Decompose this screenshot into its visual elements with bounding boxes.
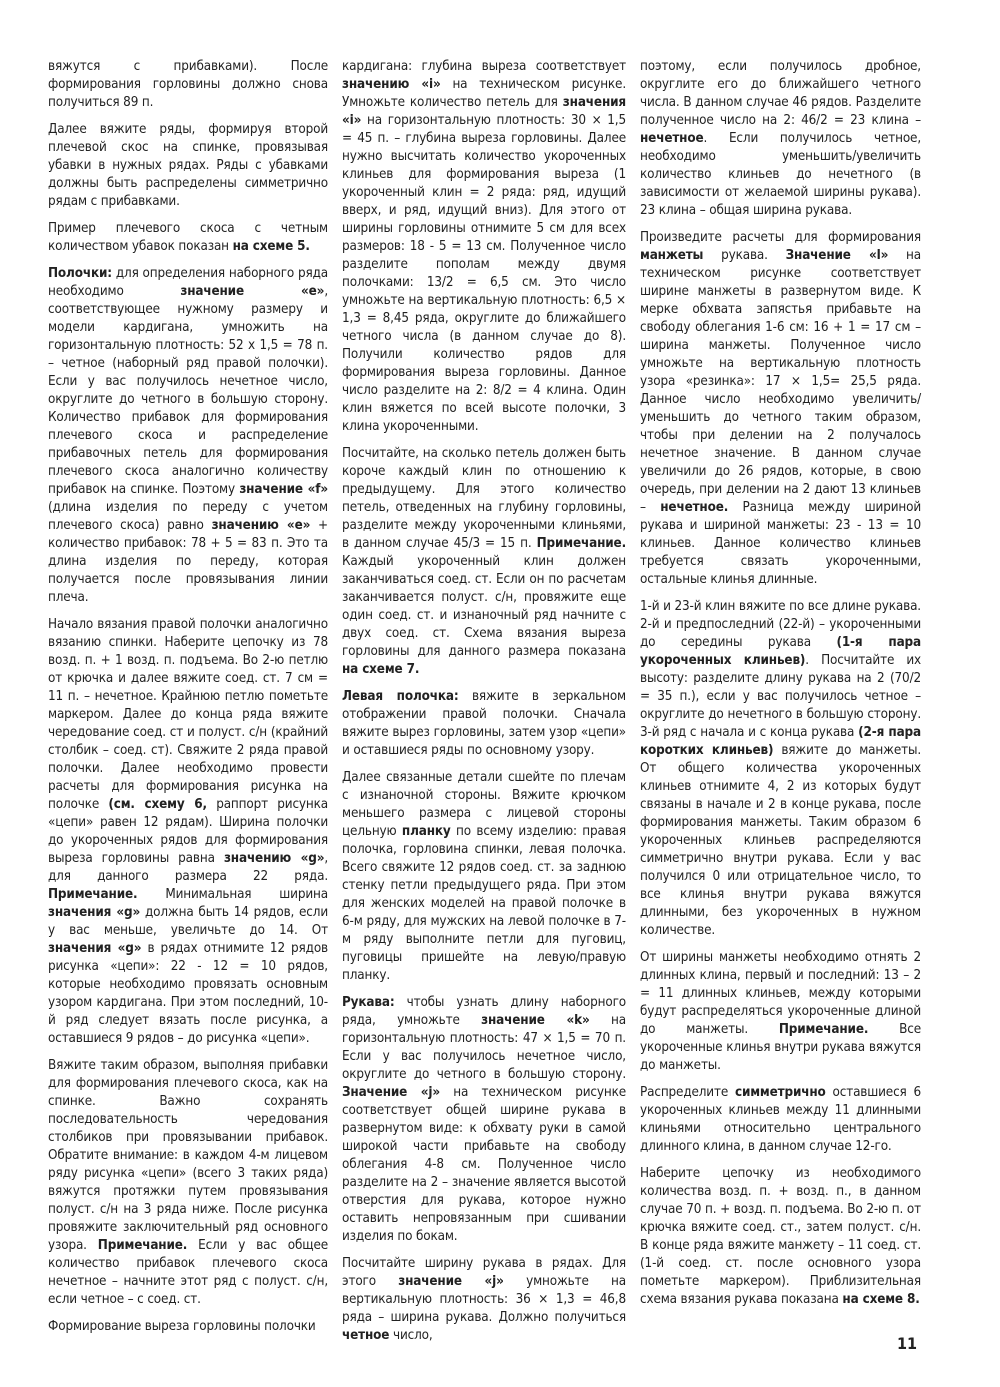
paragraph — [640, 1084, 921, 1156]
bold-text: значение «f» — [239, 482, 329, 497]
paragraph — [48, 1318, 328, 1336]
bold-text: на схеме 7. — [342, 662, 420, 677]
paragraph — [640, 58, 921, 220]
text-run: в рядах отнимите 12 рядов рисунка «цепи»: 22 - 12 = 10 рядов, которые необходимо провязать основным узором кардигана. При этом последний, 10-й ряд следует вязать после рисунка, а оставшиеся 9 рядов – до рисунка «цепи». — [48, 941, 328, 1046]
text-run: на техническом рисунке. Умножьте количество петель для — [342, 77, 626, 110]
bold-text: на схеме 5. — [232, 239, 310, 254]
text-run: Все укороченные клинья внутри рукава вяжутся до манжеты. — [640, 1022, 921, 1073]
bold-text: Примечание. — [97, 1238, 188, 1253]
text-column-1 — [48, 58, 328, 1345]
text-run: . Посчитайте их высоту: разделите длину рукава на 2 (70/2 = 35 п.), если у вас получилось четное – округлите до нечетного в большую сторону. 3-й ряд с начала и с конца рукава — [640, 653, 921, 740]
text-run: Далее связанные детали сшейте по плечам с изнаночной стороны. Вяжите крючком меньшего размера с лицевой стороны цельную — [342, 770, 626, 839]
text-run: От ширины манжеты необходимо отнять 2 длинных клина, первый и последний: 13 – 2 = 11 длинных клиньев, между которыми будут распределяться укороченные длиной до манжеты. — [640, 950, 921, 1037]
text-run: для определения наборного ряда необходимо — [48, 266, 328, 299]
bold-text: значения «i» — [342, 95, 626, 128]
bold-text: значению «i» — [342, 77, 441, 92]
paragraph — [342, 688, 626, 760]
text-run: рукава. — [703, 248, 786, 263]
text-run: Наберите цепочку из необходимого количества возд. п. + возд. п., в данном случае 70 п. + возд. п. подъема. Во 2-ю п. от крючка вяжите соед. ст., затем полуст. с/н. В конце ряда вяжите манжету – 11 соед. ст. (1-й соед. ст. после основного узора пометьте маркером). Приблизительная схема вязания рукава показана — [640, 1166, 921, 1307]
paragraph — [640, 1165, 921, 1309]
text-run: на горизонтальную плотность: 47 × 1,5 = 70 п. Если у вас получилось нечетное число, округлите до четного в большую сторону. — [342, 1013, 626, 1082]
bold-text: (2-я пара коротких клиньев) — [640, 725, 921, 758]
bold-text: планку — [401, 824, 451, 839]
bold-text: значение «k» — [481, 1013, 590, 1028]
bold-text: симметрично — [734, 1085, 826, 1100]
text-run: поэтому, если получилось дробное, округлите его до ближайшего четного числа. В данном случае 46 рядов. Разделите полученное число на 2: 46/2 = 23 клина – — [640, 59, 921, 128]
text-run: вяжутся с прибавками). После формирования горловины должно снова получиться 89 п. — [48, 59, 328, 110]
text-run: Посчитайте, на сколько петель должен быть короче каждый клин по отношению к предыдущему. Для этого количество петель, отведенных на глубину горловины, разделите между укороченными клиньями, в данном случае 45/3 = 15 п. — [342, 446, 626, 551]
text-run: Если у вас общее количество прибавок плечевого скоса нечетное – начните этот ряд с полуст. с/н, если четное – с соед. ст. — [48, 1238, 328, 1307]
bold-text: Левая полочка: — [342, 689, 459, 704]
paragraph — [48, 121, 328, 211]
text-run: Посчитайте ширину рукава в рядах. Для этого — [342, 1256, 626, 1289]
bold-text: нечетное. — [660, 500, 729, 515]
text-run: должна быть 14 рядов, если у вас меньше, увеличьте до 14. От — [48, 905, 328, 938]
text-run: умножьте на вертикальную плотность: 36 × 1,3 = 46,8 ряда – ширина рукава. Должно получиться — [342, 1274, 626, 1325]
paragraph — [342, 58, 626, 436]
text-run: вяжите до манжеты. От общего количества укороченных клиньев отнимите 4, 2 из которых будут связаны в начале и 2 в конце рукава, после формирования манжеты. Таким образом 6 укороченных клиньев распределяются симметрично внутри рукава. Если у вас получился 0 или отрицательное число, то все клинья внутри рукава вяжутся длинными, без укороченных в нужном количестве. — [640, 743, 921, 938]
paragraph — [48, 58, 328, 112]
bold-text: Значение «l» — [785, 248, 889, 263]
bold-text: значению «е» — [211, 518, 311, 533]
bold-text: на схеме 8. — [842, 1292, 920, 1307]
text-run: Начало вязания правой полочки аналогично вязанию спинки. Наберите цепочку из 78 возд. п. + 1 возд. п. подъема. Во 2-ю петлю от крючка и далее вяжите соед. ст. 7 см = 11 п. – нечетное. Крайнюю петлю пометьте маркером. Далее до конца ряда вяжите чередование соед. ст и полуст. с/н (крайний столбик – соед. ст). Свяжите 2 ряда правой полочки. Далее необходимо провести расчеты для формирования рисунка на полочке — [48, 617, 328, 812]
bold-text: Примечание. — [48, 887, 138, 902]
bold-text: (1-я пара укороченных клиньев) — [640, 635, 921, 668]
paragraph — [342, 769, 626, 985]
text-run: Минимальная ширина — [137, 887, 328, 902]
paragraph — [640, 598, 921, 940]
bold-text: значение «j» — [398, 1274, 504, 1289]
paragraph — [48, 220, 328, 256]
text-run: + количество прибавок: 78 + 5 = 83 п. Это та длина изделия по переду, которая получается после провязывания линии плеча. — [48, 518, 328, 605]
page-number: 11 — [897, 1334, 918, 1353]
paragraph — [342, 445, 626, 679]
bold-text: значению «g» — [223, 851, 325, 866]
bold-text: Полочки: — [48, 266, 112, 281]
text-run: , для данного размера 22 ряда. — [48, 851, 329, 884]
text-run: Формирование выреза горловины полочки — [48, 1319, 316, 1334]
text-run: вяжите в зеркальном отображении правой полочки. Сначала вяжите вырез горловины, затем узор «цепи» и оставшиеся ряды по основному узору. — [342, 689, 627, 758]
paragraph — [640, 949, 921, 1075]
bold-text: четное — [342, 1328, 390, 1343]
text-run: по всему изделию: правая полочка, горловина спинки, левая полочка. Всего свяжите 12 рядов соед. ст. за заднюю стенку петли предыдущего ряда. При этом для женских моделей на правой полочке в 6-м ряду, для мужских на левой полочке в 7-м ряду выполните петли для пуговиц, пуговицы пришейте на левую/правую планку. — [342, 824, 626, 983]
bold-text: значение «е» — [180, 284, 325, 299]
bold-text: значения «g» — [48, 941, 142, 956]
bold-text: Примечание. — [778, 1022, 869, 1037]
text-run: кардигана: глубина выреза соответствует — [342, 59, 626, 74]
text-column-2 — [342, 58, 626, 1354]
text-run: число, — [389, 1328, 433, 1343]
text-run: Произведите расчеты для формирования — [640, 230, 921, 245]
bold-text: Рукава: — [342, 995, 395, 1010]
text-run: на техническом рисунке соответствует ширине манжеты в развернутом виде. К мерке обхвата запястья прибавьте на свободу облегания 1-6 см: 16 + 1 = 17 см – ширина манжеты. Полученное число умножьте на вертикальную плотность узора «резинка»: 17 × 1,5= 25,5 ряда. Данное число необходимо увеличить/уменьшить до четного таким образом, чтобы при делении на 2 получалось нечетное значение. В данном случае увеличили до 26 рядов, которые, в свою очередь, при делении на 2 дают 13 клиньев – — [640, 248, 921, 515]
text-run: раппорт рисунка «цепи» равен 12 рядам). Ширина полочки до укороченных рядов для формирования выреза горловины равна — [48, 797, 328, 866]
paragraph — [640, 229, 921, 589]
text-run: Пример плечевого скоса с четным количеством убавок показан — [48, 221, 328, 254]
text-run: Далее вяжите ряды, формируя второй плечевой скос на спинке, провязывая убавки в нужных рядах. Ряды с убавками должны быть распределены симметрично рядам с прибавками. — [48, 122, 328, 209]
bold-text: (см. схему 6, — [108, 797, 207, 812]
text-run: Распределите — [640, 1085, 735, 1100]
text-run: Каждый укороченный клин должен заканчиваться соед. ст. Если он по расчетам заканчивается полуст. с/н, провяжите еще один соед. ст. и изнаночный ряд начните с двух соед. ст. Схема вязания выреза горловины для данного размера показана — [342, 554, 626, 659]
text-run: оставшиеся 6 укороченных клиньев между 11 длинными клиньями относительно центрального длинного клина, в данном случае 12-го. — [640, 1085, 921, 1154]
text-run: , соответствующее нужному размеру и модели кардигана, умножить на горизонтальную плотность: 52 х 1,5 = 78 п. – четное (наборный ряд правой полочки). Если у вас получилось нечетное число, округлите до четного в большую сторону. Количество прибавок для формирования плечевого скоса и распределение прибавочных петель для формирования плечевого скоса аналогично количеству прибавок на спинке. Поэтому — [48, 284, 328, 497]
bold-text: Примечание. — [536, 536, 626, 551]
text-run: на техническом рисунке соответствует общей ширине рукава в развернутом виде: к обхвату руки в самой широкой части прибавьте на свободу облегания 4-8 см. Полученное число разделите на 2 – значение является высотой отверстия для рукава, которое нужно оставить непровязанным при сшивании изделия по бокам. — [342, 1085, 626, 1244]
text-run: Разница между шириной рукава и шириной манжеты: 23 - 13 = 10 клиньев. Данное количество клиньев требуется связать укороченными, остальные клинья длинные. — [640, 500, 922, 587]
bold-text: Значение «j» — [342, 1085, 441, 1100]
paragraph — [342, 994, 626, 1246]
text-run: . Если получилось четное, необходимо уменьшить/увеличить количество клиньев до нечетного (в зависимости от желаемой ширины рукава). 23 клина – общая ширина рукава. — [640, 131, 921, 218]
text-run: Вяжите таким образом, выполняя прибавки для формирования плечевого скоса, как на спинке. Важно сохранять последовательность чередования столбиков при провязывании прибавок. Обратите внимание: в каждом 4-м лицевом ряду рисунка «цепи» (всего 3 таких ряда) вяжутся протяжки путем провязывания полуст. с/н на 3 ряда ниже. После рисунка провяжите заключительный ряд основного узора. — [48, 1058, 328, 1253]
text-run: (длина изделия по переду с учетом плечевого скоса) равно — [48, 500, 328, 533]
paragraph — [342, 1255, 626, 1345]
paragraph — [48, 1057, 328, 1309]
bold-text: нечетное — [640, 131, 704, 146]
bold-text: значения «g» — [48, 905, 141, 920]
text-run: на горизонтальную плотность: 30 × 1,5 = 45 п. – глубина выреза горловины. Далее нужно высчитать количество укороченных клиньев для формирования выреза (1 укороченный клин = 2 ряда: ряд, идущий вверх, и ряд, идущий вниз). Для этого от ширины горловины отнимите 5 см для всех размеров: 18 - 5 = 13 см. Полученное число разделите пополам между двумя полочками: 13/2 = 6,5 см. Это число умножьте на вертикальную плотность: 6,5 × 1,3 = 8,45 ряда, округлите до ближайшего четного числа (в данном случае до 8). Получили количество рядов для формирования выреза горловины. Данное число разделите на 2: 8/2 = 4 клина. Один клин вяжется по всей высоте полочки, 3 клина укороченными. — [342, 113, 626, 434]
paragraph — [48, 265, 328, 607]
bold-text: манжеты — [640, 248, 704, 263]
text-column-3 — [640, 58, 921, 1318]
text-run: чтобы узнать длину наборного ряда, умножьте — [342, 995, 626, 1028]
paragraph — [48, 616, 328, 1048]
text-run: 1-й и 23-й клин вяжите по все длине рукава. 2-й и предпоследний (22-й) – укороченными до середины рукава — [640, 599, 921, 650]
